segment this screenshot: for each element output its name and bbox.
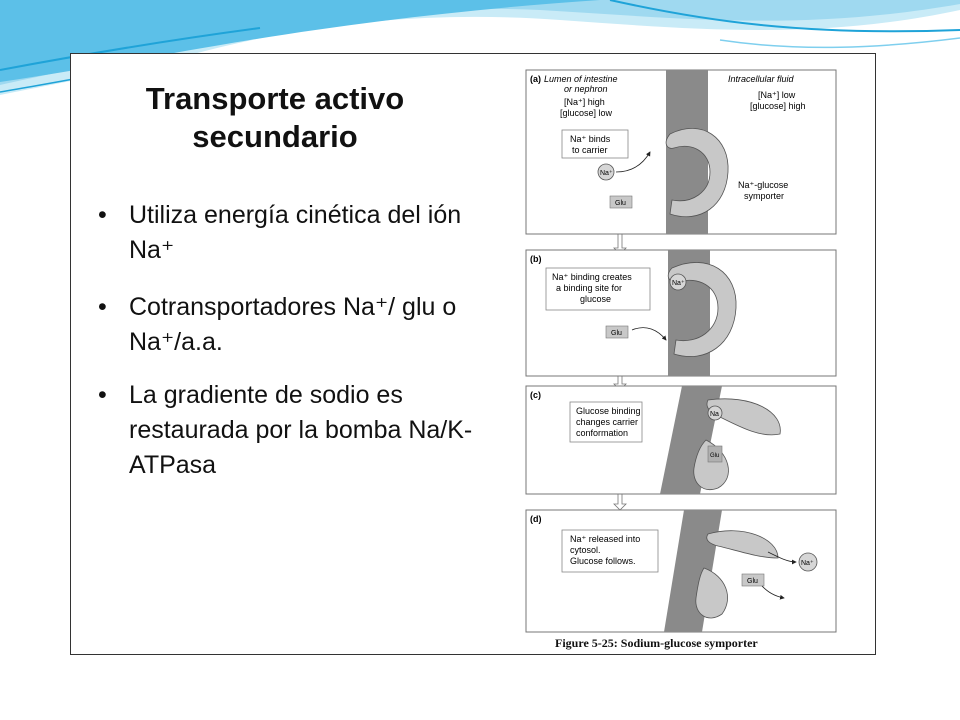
panel-a — [526, 70, 836, 234]
lumen-glucose-conc: [glucose] low — [560, 108, 613, 118]
bullet-dot-icon: • — [98, 381, 107, 409]
bullet-item — [95, 290, 475, 360]
glucose-molecule: Glu — [615, 200, 626, 207]
sodium-ion: Na⁺ — [672, 280, 685, 287]
lumen-label: or nephron — [564, 84, 608, 94]
bullet-list — [95, 198, 475, 505]
symporter-figure — [522, 68, 842, 658]
note-text: Glucose follows. — [570, 556, 636, 566]
note-text: conformation — [576, 428, 629, 438]
panel-c-tag: (c) — [530, 390, 541, 400]
bullet-text: Utiliza energía cinética del ión Na⁺ — [129, 201, 462, 264]
sodium-ion: Na — [710, 411, 719, 418]
bullet-item — [95, 198, 475, 268]
glucose-molecule: Glu — [710, 453, 720, 459]
panel-d-tag: (d) — [530, 514, 542, 524]
note-text: to carrier — [572, 145, 608, 155]
note-text: changes carrier — [576, 417, 639, 427]
slide-title: Transporte activo secundario — [145, 81, 405, 154]
bullet-dot-icon: • — [98, 293, 107, 321]
sodium-ion: Na⁺ — [801, 560, 814, 567]
note-text: Na⁺ released into — [570, 534, 641, 544]
panel-c — [526, 386, 836, 494]
panel-a-tag: (a) — [530, 74, 541, 84]
panel-d — [526, 510, 836, 632]
glucose-molecule: Glu — [747, 578, 758, 585]
intracellular-label: Intracellular fluid — [728, 74, 794, 84]
symporter-label: Na⁺-glucose — [738, 180, 789, 190]
note-text: cytosol. — [570, 545, 601, 555]
step-arrow-icon — [614, 494, 626, 510]
figure-caption: Figure 5-25: Sodium-glucose symporter — [555, 636, 758, 650]
bullet-text: Cotransportadores Na⁺/ glu o Na⁺/a.a. — [129, 293, 457, 356]
glucose-molecule: Glu — [611, 330, 622, 337]
intra-glucose-conc: [glucose] high — [750, 101, 806, 111]
lumen-na-conc: [Na⁺] high — [564, 97, 605, 107]
symporter-label: symporter — [744, 191, 785, 201]
note-text: Glucose binding — [576, 406, 641, 416]
note-text: glucose — [580, 294, 612, 304]
lumen-label: Lumen of intestine — [544, 74, 618, 84]
panel-b — [526, 250, 836, 376]
intra-na-conc: [Na⁺] low — [758, 90, 796, 100]
note-text: Na⁺ binds — [570, 134, 611, 144]
panel-b-tag: (b) — [530, 254, 542, 264]
bullet-text: La gradiente de sodio es restaurada por la bomba Na/K-ATPasa — [129, 381, 473, 479]
note-text: a binding site for — [556, 283, 623, 293]
note-text: Na⁺ binding creates — [552, 272, 632, 282]
bullet-dot-icon: • — [98, 201, 107, 229]
sodium-ion: Na⁺ — [600, 170, 613, 177]
bullet-item — [95, 378, 475, 483]
